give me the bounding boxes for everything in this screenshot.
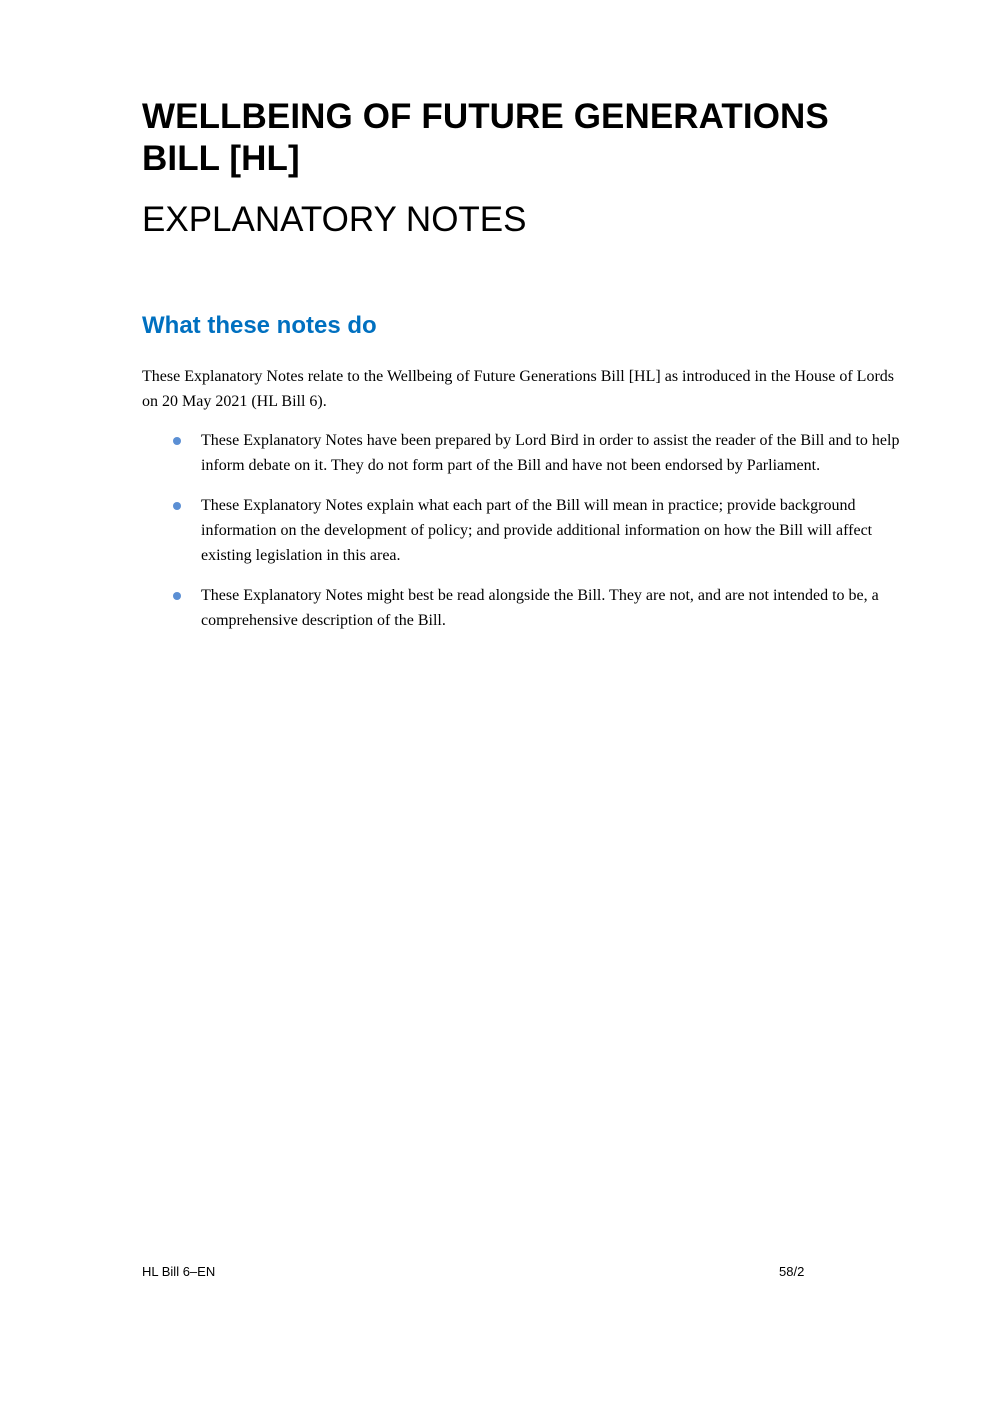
footer-print-code: 58/2 (779, 1264, 805, 1279)
bullet-text: These Explanatory Notes have been prepared by Lord Bird in order to assist the reader of the Bill and to help inform debate on it. They do not form part of the Bill and have not been endorsed by Parliament. (201, 432, 900, 474)
bullet-dot-icon (173, 502, 181, 510)
bullet-list (142, 428, 902, 648)
section-heading: What these notes do (142, 312, 377, 339)
bullet-item (142, 583, 902, 633)
footer-bill-reference: HL Bill 6–EN (142, 1264, 216, 1279)
bullet-dot-icon (173, 592, 181, 600)
bullet-text: These Explanatory Notes might best be read alongside the Bill. They are not, and are not intended to be, a comprehensive description of the Bill. (201, 587, 879, 629)
bullet-text: These Explanatory Notes explain what each part of the Bill will mean in practice; provide background information on the development of policy; and provide additional information on how the Bill will affect existing legislation in this area. (201, 497, 873, 564)
intro-paragraph: These Explanatory Notes relate to the Wellbeing of Future Generations Bill [HL] as introduced in the House of Lords on 20 May 2021 (HL Bill 6). (142, 368, 894, 410)
bullet-dot-icon (173, 437, 181, 445)
bullet-item (142, 493, 902, 568)
bill-title: WELLBEING OF FUTURE GENERATIONS BILL [HL] (142, 97, 829, 178)
document-subtitle: EXPLANATORY NOTES (142, 200, 527, 239)
bullet-item (142, 428, 902, 478)
